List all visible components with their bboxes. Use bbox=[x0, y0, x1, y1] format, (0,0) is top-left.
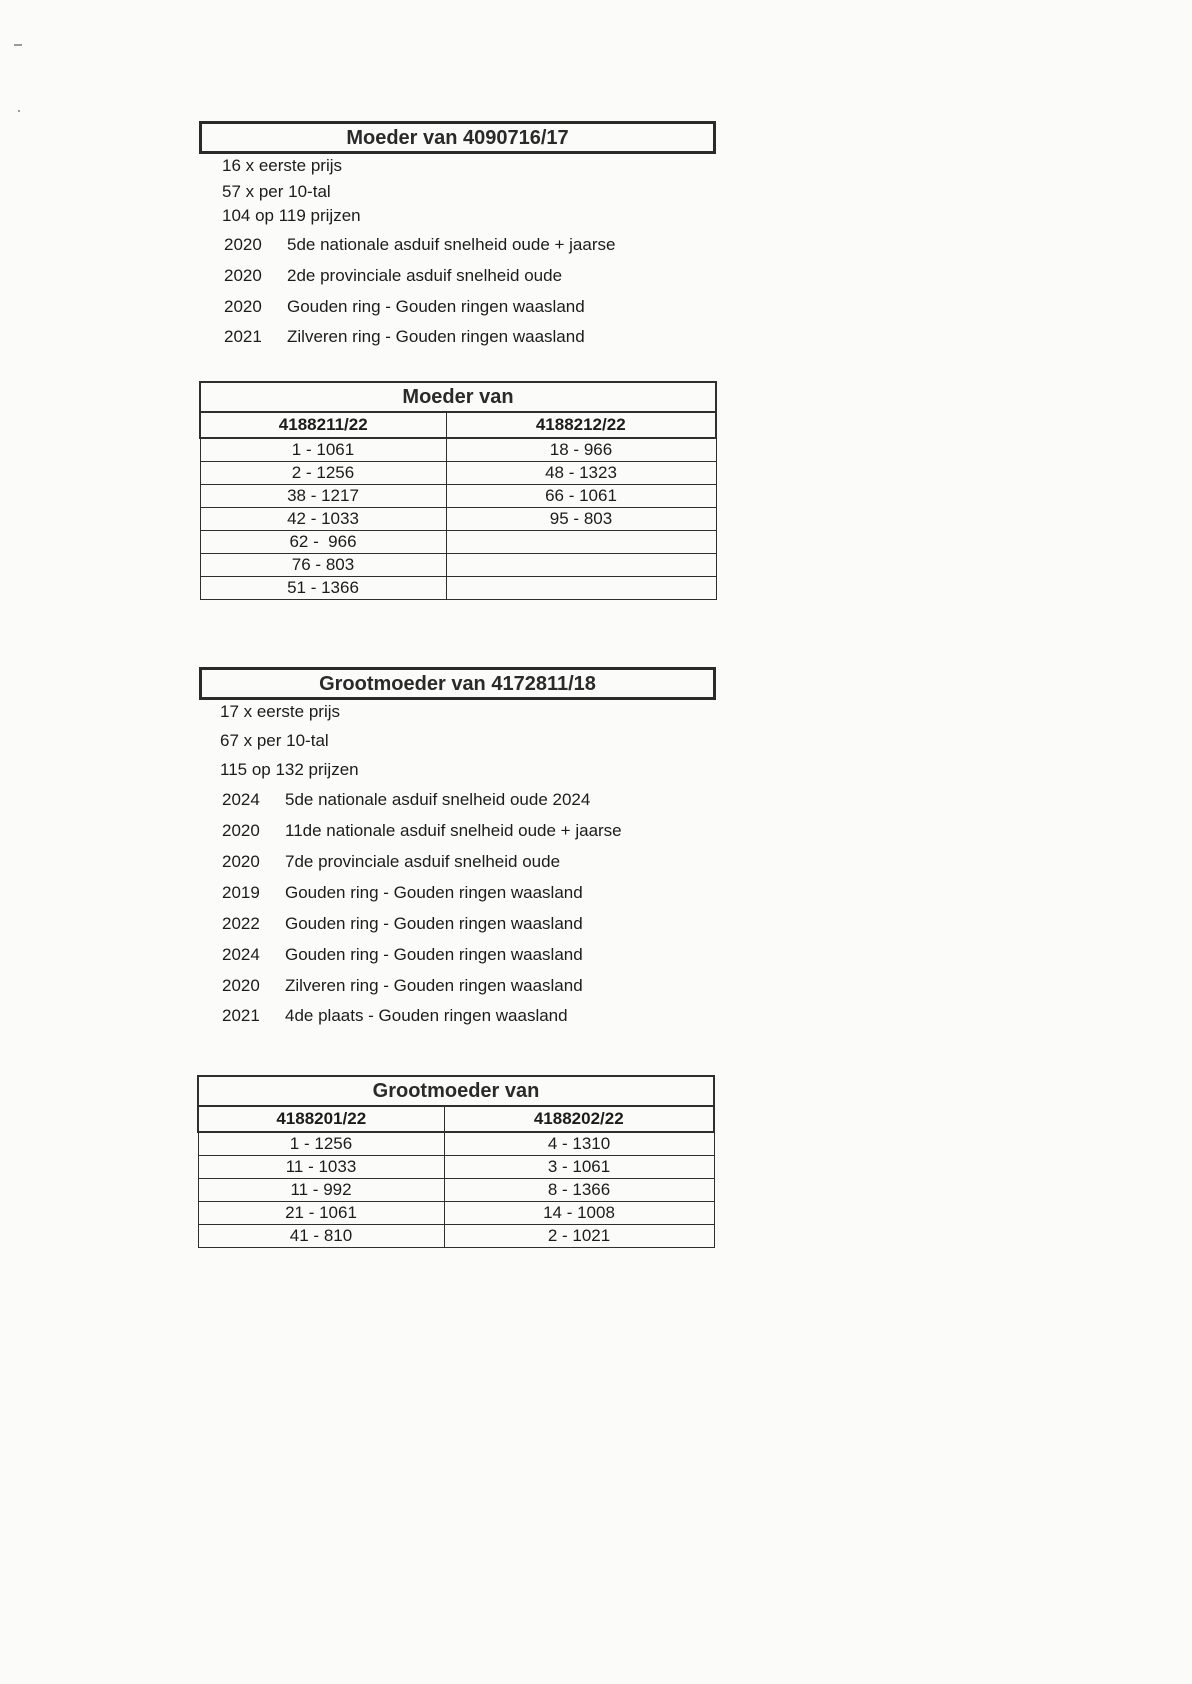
table-cell: 1 - 1256 bbox=[198, 1132, 444, 1156]
achievement-text: 5de nationale asduif snelheid oude 2024 bbox=[285, 790, 591, 809]
table-row bbox=[198, 1179, 714, 1202]
achievement-year: 2020 bbox=[224, 235, 262, 254]
column-header: 4188211/22 bbox=[200, 412, 446, 438]
stat-prize-ratio: 104 op 119 prijzen bbox=[222, 206, 361, 225]
achievement-year: 2020 bbox=[224, 297, 262, 316]
table-cell: 14 - 1008 bbox=[444, 1202, 714, 1225]
achievement-text: 11de nationale asduif snelheid oude + jaarse bbox=[285, 821, 622, 840]
stat-top-ten: 67 x per 10-tal bbox=[220, 731, 329, 750]
table-row bbox=[200, 485, 716, 508]
achievement-text: 2de provinciale asduif snelheid oude bbox=[287, 266, 563, 285]
column-header: 4188202/22 bbox=[444, 1106, 714, 1132]
table-cell: 8 - 1366 bbox=[444, 1179, 714, 1202]
offspring-table-grootmoeder bbox=[197, 1075, 715, 1248]
table-row bbox=[200, 577, 716, 600]
table-row bbox=[200, 508, 716, 531]
scan-speck bbox=[18, 110, 20, 112]
table-cell: 41 - 810 bbox=[198, 1225, 444, 1248]
table-cell: 3 - 1061 bbox=[444, 1156, 714, 1179]
achievement-year: 2024 bbox=[222, 945, 260, 964]
achievement-year: 2020 bbox=[222, 821, 260, 840]
table-row bbox=[200, 462, 716, 485]
stat-first-prizes: 17 x eerste prijs bbox=[220, 702, 340, 721]
table-cell bbox=[446, 531, 716, 554]
table-cell: 76 - 803 bbox=[200, 554, 446, 577]
achievement-text: 5de nationale asduif snelheid oude + jaarse bbox=[287, 235, 616, 254]
section1-title: Moeder van 4090716/17 bbox=[199, 121, 716, 154]
section2-title: Grootmoeder van 4172811/18 bbox=[199, 667, 716, 700]
table-cell: 48 - 1323 bbox=[446, 462, 716, 485]
table-cell: 62 - 966 bbox=[200, 531, 446, 554]
achievement-text: Gouden ring - Gouden ringen waasland bbox=[285, 914, 583, 933]
table-cell: 51 - 1366 bbox=[200, 577, 446, 600]
achievement-year: 2019 bbox=[222, 883, 260, 902]
stat-prize-ratio: 115 op 132 prijzen bbox=[220, 760, 359, 779]
achievement-text: 7de provinciale asduif snelheid oude bbox=[285, 852, 561, 871]
table-row bbox=[198, 1202, 714, 1225]
achievement-text: Gouden ring - Gouden ringen waasland bbox=[285, 945, 583, 964]
table-cell bbox=[446, 554, 716, 577]
achievement-text: Gouden ring - Gouden ringen waasland bbox=[287, 297, 585, 316]
offspring-table-moeder bbox=[199, 381, 717, 600]
table-cell: 11 - 992 bbox=[198, 1179, 444, 1202]
table-row bbox=[198, 1132, 714, 1156]
achievement-text: Gouden ring - Gouden ringen waasland bbox=[285, 883, 583, 902]
achievement-year: 2020 bbox=[222, 852, 260, 871]
table-cell: 21 - 1061 bbox=[198, 1202, 444, 1225]
table-row bbox=[200, 554, 716, 577]
achievement-text: Zilveren ring - Gouden ringen waasland bbox=[287, 327, 585, 346]
table-row bbox=[200, 438, 716, 462]
stat-top-ten: 57 x per 10-tal bbox=[222, 182, 331, 201]
achievement-year: 2020 bbox=[224, 266, 262, 285]
table-caption: Moeder van bbox=[200, 382, 716, 412]
achievement-text: 4de plaats - Gouden ringen waasland bbox=[285, 1006, 568, 1025]
table-row bbox=[198, 1225, 714, 1248]
achievement-year: 2020 bbox=[222, 976, 260, 995]
table-cell: 1 - 1061 bbox=[200, 438, 446, 462]
table-cell: 11 - 1033 bbox=[198, 1156, 444, 1179]
achievement-year: 2021 bbox=[222, 1006, 260, 1025]
table-cell bbox=[446, 577, 716, 600]
table-cell: 42 - 1033 bbox=[200, 508, 446, 531]
achievement-year: 2022 bbox=[222, 914, 260, 933]
achievement-year: 2024 bbox=[222, 790, 260, 809]
stat-first-prizes: 16 x eerste prijs bbox=[222, 156, 342, 175]
table-caption: Grootmoeder van bbox=[198, 1076, 714, 1106]
table-row bbox=[200, 531, 716, 554]
table-cell: 38 - 1217 bbox=[200, 485, 446, 508]
column-header: 4188201/22 bbox=[198, 1106, 444, 1132]
achievement-year: 2021 bbox=[224, 327, 262, 346]
table-cell: 18 - 966 bbox=[446, 438, 716, 462]
table-cell: 95 - 803 bbox=[446, 508, 716, 531]
table-cell: 4 - 1310 bbox=[444, 1132, 714, 1156]
column-header: 4188212/22 bbox=[446, 412, 716, 438]
table-cell: 2 - 1021 bbox=[444, 1225, 714, 1248]
scan-speck bbox=[14, 44, 22, 46]
table-cell: 66 - 1061 bbox=[446, 485, 716, 508]
table-row bbox=[198, 1156, 714, 1179]
table-cell: 2 - 1256 bbox=[200, 462, 446, 485]
achievement-text: Zilveren ring - Gouden ringen waasland bbox=[285, 976, 583, 995]
